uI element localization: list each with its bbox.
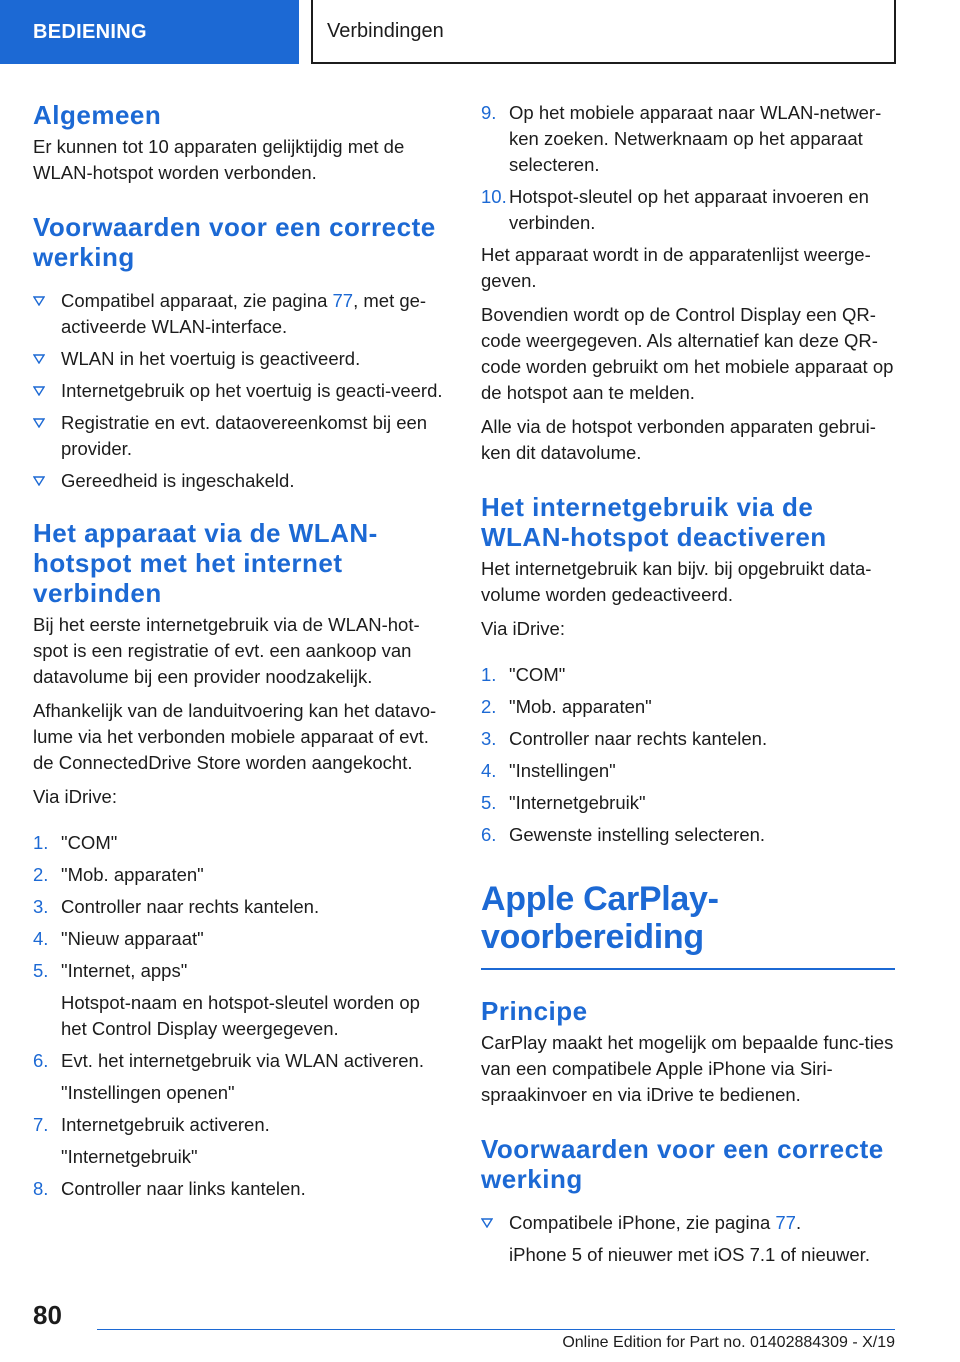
triangle-bullet-icon [33, 296, 45, 306]
chapter-tab [311, 0, 896, 64]
right-p3: Alle via de hotspot verbonden apparaten gebrui-ken dit datavolume. [481, 416, 876, 463]
heading-carplay-voorwaarden: Voorwaarden voor een correcte werking [481, 1134, 884, 1194]
list-item: 2. "Mob. apparaten" [33, 864, 204, 885]
list-item: Compatibel apparaat, zie pagina 77, met ge-activeerde WLAN-interface. [33, 288, 445, 340]
right-p2: Bovendien wordt op de Control Display een QR-code weergegeven. Als alternatief kan deze QR-code worden gebruikt om het mobiele apparaat op de hotspot aan te melden. [481, 304, 894, 403]
list-item: 1. "COM" [33, 832, 118, 853]
list-item: 4. "Nieuw apparaat" [33, 928, 204, 949]
list-item: 9. Op het mobiele apparaat naar WLAN-netwer-ken zoeken. Netwerknaam op het apparaat selecteren. [481, 102, 882, 175]
list-item: 2. "Mob. apparaten" [481, 696, 652, 717]
chapter-title-carplay: Apple CarPlay-voorbereiding [481, 880, 719, 956]
triangle-bullet-icon [33, 386, 45, 396]
list-item: 10. Hotspot-sleutel op het apparaat invoeren en verbinden. [481, 186, 869, 233]
footer-rule [97, 1329, 895, 1330]
triangle-bullet-icon [33, 476, 45, 486]
heading-principe: Principe [481, 996, 588, 1026]
verbinden-p1: Bij het eerste internetgebruik via de WLAN-hot-spot is een registratie of evt. een aankoop van datavolume bij een provider noodzakelijk. [33, 614, 420, 687]
list-item: Registratie en evt. dataovereenkomst bij een provider. [33, 410, 445, 462]
right-column [481, 100, 895, 1274]
list-item: 8. Controller naar links kantelen. [33, 1178, 306, 1199]
heading-deactiveren: Het internetgebruik via de WLAN-hotspot deactiveren [481, 492, 827, 552]
page-link[interactable]: 77 [332, 290, 354, 311]
list-item: WLAN in het voertuig is geactiveerd. [33, 346, 445, 372]
heading-algemeen: Algemeen [33, 100, 162, 130]
deactiveren-steps [481, 662, 895, 848]
left-column [33, 100, 445, 1208]
algemeen-text: Er kunnen tot 10 apparaten gelijktijdig met de WLAN-hotspot worden verbonden. [33, 136, 405, 183]
chapter-label: Verbindingen [327, 19, 444, 42]
triangle-bullet-icon [481, 1218, 493, 1228]
list-item: 4. "Instellingen" [481, 760, 616, 781]
triangle-bullet-icon [33, 354, 45, 364]
principe-text: CarPlay maakt het mogelijk om bepaalde func-ties van een compatibele Apple iPhone via Siri-spraakinvoer en via iDrive te bedienen. [481, 1032, 894, 1105]
section-label: BEDIENING [33, 20, 147, 43]
list-item: 7. Internetgebruik activeren. "Internetgebruik" [33, 1114, 270, 1167]
heading-voorwaarden: Voorwaarden voor een correcte werking [33, 212, 436, 272]
deactiveren-via: Via iDrive: [481, 618, 565, 639]
right-p1: Het apparaat wordt in de apparatenlijst weerge-geven. [481, 244, 871, 291]
list-item: 1. "COM" [481, 664, 566, 685]
list-item: 6. Gewenste instelling selecteren. [481, 824, 766, 845]
list-item: 3. Controller naar rechts kantelen. [33, 896, 320, 917]
verbinden-p2: Afhankelijk van de landuitvoering kan het datavo-lume via het verbonden mobiele apparaat of evt. de ConnectedDrive Store worden aangekocht. [33, 700, 437, 773]
carplay-voorwaarden-list [481, 1210, 895, 1268]
page-link[interactable]: 77 [775, 1212, 796, 1233]
list-item: Gereedheid is ingeschakeld. [33, 468, 445, 494]
list-item: Compatibele iPhone, zie pagina 77. iPhone 5 of nieuwer met iOS 7.1 of nieuwer. [481, 1210, 895, 1268]
list-item: 5. "Internet, apps" Hotspot-naam en hotspot-sleutel worden op het Control Display weergegeven. [33, 960, 420, 1039]
verbinden-steps-continued [481, 100, 895, 236]
voorwaarden-list [33, 288, 445, 494]
triangle-bullet-icon [33, 418, 45, 428]
list-item: Internetgebruik op het voertuig is geacti-veerd. [33, 378, 445, 404]
list-item: 5. "Internetgebruik" [481, 792, 646, 813]
list-item: 6. Evt. het internetgebruik via WLAN activeren. "Instellingen openen" [33, 1050, 424, 1103]
verbinden-steps [33, 830, 445, 1202]
heading-verbinden: Het apparaat via de WLAN-hotspot met het internet verbinden [33, 518, 378, 608]
list-item: 3. Controller naar rechts kantelen. [481, 728, 768, 749]
deactiveren-p1: Het internetgebruik kan bijv. bij opgebruikt data-volume worden gedeactiveerd. [481, 558, 872, 605]
section-tab [0, 0, 299, 64]
verbinden-via: Via iDrive: [33, 786, 117, 807]
page-number: 80 [33, 1300, 62, 1330]
footer-edition: Online Edition for Part no. 01402884309 - X/19 [562, 1334, 895, 1351]
